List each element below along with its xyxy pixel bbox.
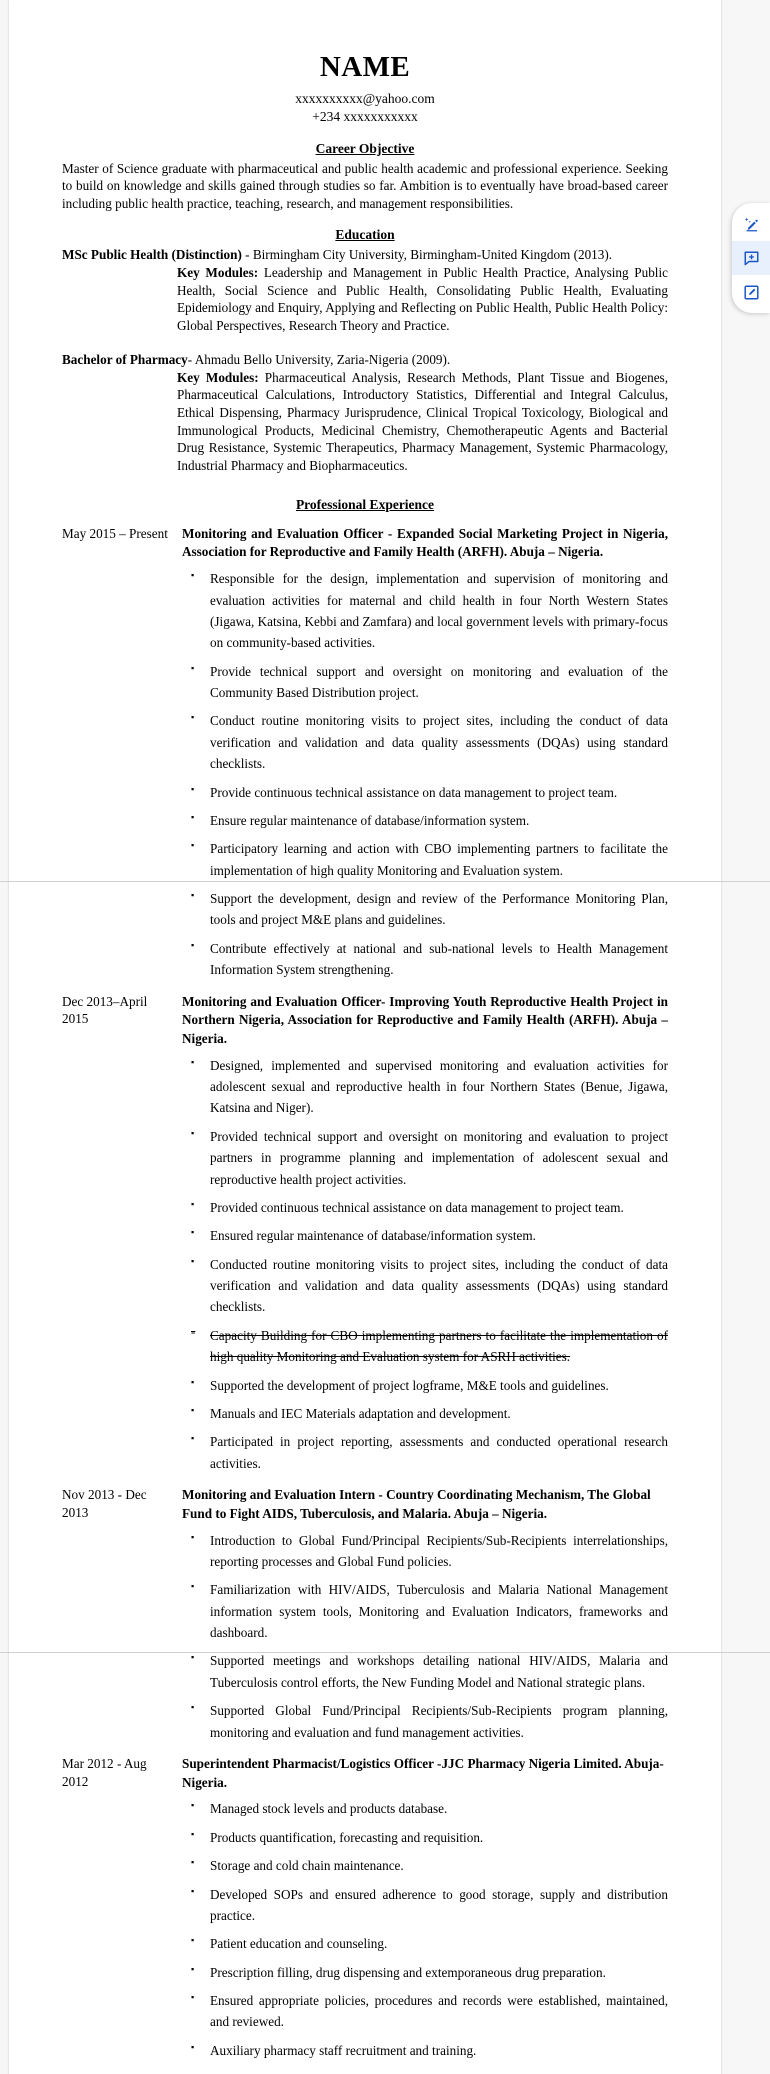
experience-date: Dec 2013–April 2015 bbox=[62, 993, 148, 1027]
education-modules bbox=[177, 369, 668, 475]
experience-duty-item: ▪ Designed, implemented and supervised monitoring and evaluation activities for adolescent sexual and reproductive health in four Northern States (Benue, Jigawa, Katsina and Niger). bbox=[182, 1055, 668, 1119]
education-modules-text: Leadership and Management in Public Health Practice, Analysing Public Health, Social Science and Public Health, Consolidating Public Health, Evaluating Epidemiology and Enquiry, Applying and Reflecting on Public Health, Public Health Policy: Global Perspectives, Research Theory and Practice. bbox=[177, 264, 668, 334]
experience-duty-item: ▪ Participatory learning and action with CBO implementing partners to facilitate the implementation of high quality Monitoring and Evaluation system. bbox=[182, 838, 668, 881]
spacer bbox=[62, 335, 668, 348]
experience-duty-item: ▪ Storage and cold chain maintenance. bbox=[182, 1855, 668, 1876]
add-comment-icon[interactable] bbox=[732, 241, 770, 275]
experience-duty-item: ▪ Manuals and IEC Materials adaptation and development. bbox=[182, 1403, 668, 1424]
experience-duty-item: ▪ Provided technical support and oversight on monitoring and evaluation to project partners in programme planning and implementation of adolescent sexual and reproductive health project activities. bbox=[182, 1126, 668, 1190]
document-page bbox=[9, 0, 721, 2074]
education-degree: Bachelor of Pharmacy bbox=[62, 351, 188, 367]
career-objective-text: Master of Science graduate with pharmaceutical and public health academic and professional experience. Seeking to build on knowledge and skills gained through studies so far. Ambition is to eventually have broad-based career including public health practice, teaching, research, and management responsibilities. bbox=[62, 160, 668, 211]
suggest-edits-icon[interactable] bbox=[732, 207, 770, 241]
education-degree: MSc Public Health (Distinction) bbox=[62, 247, 242, 263]
education-entry bbox=[62, 246, 668, 335]
experience-duty-item: ▪ Auxiliary pharmacy staff recruitment and training. bbox=[182, 2040, 668, 2061]
experience-duty-item: ▪ Developed SOPs and ensured adherence to good storage, supply and distribution practice. bbox=[182, 1884, 668, 1927]
experience-date: Mar 2012 - Aug 2012 bbox=[62, 1755, 147, 1789]
experience-duty-item: ▪ Participated in project reporting, assessments and conducted operational research activities. bbox=[182, 1431, 668, 1474]
experience-duty-item: ▪ Managed stock levels and products database. bbox=[182, 1798, 668, 1819]
experience-duty-list bbox=[62, 1055, 668, 1474]
experience-title: Superintendent Pharmacist/Logistics Officer -JJC Pharmacy Nigeria Limited. Abuja-Nigeria. bbox=[182, 1755, 664, 1790]
candidate-email: xxxxxxxxxx@yahoo.com bbox=[295, 90, 435, 106]
experience-entry bbox=[62, 525, 668, 562]
experience-duty-item: ▪ Supported the development of project logframe, M&E tools and guidelines. bbox=[182, 1375, 668, 1396]
experience-duty-item: ▪ Provide technical support and oversight on monitoring and evaluation of the Community Based Distribution project. bbox=[182, 661, 668, 704]
candidate-name: NAME bbox=[319, 51, 411, 83]
experience-duty-list bbox=[62, 1798, 668, 2061]
document-content bbox=[9, 0, 721, 2074]
education-institution: - Birmingham City University, Birmingham-United Kingdom (2013). bbox=[241, 247, 613, 263]
experience-entry bbox=[62, 993, 668, 1049]
experience-duty-item: ▪ Products quantification, forecasting and requisition. bbox=[182, 1827, 668, 1848]
education-entry bbox=[62, 351, 668, 475]
experience-entry bbox=[62, 1486, 668, 1523]
education-degree-line bbox=[62, 351, 668, 369]
experience-duty-item: ▪ Ensured appropriate policies, procedures and records were established, maintained, and reviewed. bbox=[182, 1990, 668, 2033]
experience-title: Monitoring and Evaluation Officer - Expanded Social Marketing Project in Nigeria, Association for Reproductive and Family Health (ARFH). Abuja – Nigeria. bbox=[182, 525, 668, 560]
experience-duty-item: ▪ Familiarization with HIV/AIDS, Tuberculosis and Malaria National Management information system tools, Monitoring and Evaluation Indicators, frameworks and dashboard. bbox=[182, 1579, 668, 1643]
experience-duty-list bbox=[62, 568, 668, 980]
section-heading-objective: Career Objective bbox=[315, 140, 415, 156]
education-modules bbox=[177, 264, 668, 335]
experience-title: Monitoring and Evaluation Intern - Country Coordinating Mechanism, The Global Fund to Fight AIDS, Tuberculosis, and Malaria. Abuja – Nigeria. bbox=[182, 1487, 651, 1521]
education-institution: - Ahmadu Bello University, Zaria-Nigeria (2009). bbox=[187, 351, 451, 367]
experience-duty-item: ▪ Ensured regular maintenance of database/information system. bbox=[182, 1225, 668, 1246]
experience-duty-item: ▪ Supported meetings and workshops detailing national HIV/AIDS, Malaria and Tuberculosis control efforts, the New Funding Model and National strategic plans. bbox=[182, 1650, 668, 1693]
section-heading-education: Education bbox=[335, 227, 395, 243]
floating-action-toolbar[interactable] bbox=[732, 203, 770, 313]
experience-duty-item: ▪ Prescription filling, drug dispensing and extemporaneous drug preparation. bbox=[182, 1962, 668, 1983]
experience-date: May 2015 – Present bbox=[62, 525, 168, 541]
experience-duty-item: ▪ Ensure regular maintenance of database/information system. bbox=[182, 810, 668, 831]
experience-duty-item: ▪ Conducted routine monitoring visits to project sites, including the conduct of data verification and validation and data quality assessments (DQAs) using standard checklists. bbox=[182, 1254, 668, 1318]
experience-duty-item: ▪ Conduct routine monitoring visits to project sites, including the conduct of data verification and validation and data quality assessments (DQAs) using standard checklists. bbox=[182, 710, 668, 774]
section-heading-experience: Professional Experience bbox=[295, 496, 435, 512]
candidate-phone: +234 xxxxxxxxxxx bbox=[312, 108, 418, 124]
experience-duty-item: - Capacity Building for CBO implementing partners to facilitate the implementation of high quality Monitoring and Evaluation system for ASRH activities. bbox=[182, 1325, 668, 1368]
experience-duty-item: ▪ Responsible for the design, implementation and supervision of monitoring and evaluation activities for maternal and child health in four North Western States (Jigawa, Katsina, Kebbi and Zamfara) and local government levels with primary-focus on community-based activities. bbox=[182, 568, 668, 654]
education-modules-label: Key Modules: bbox=[177, 264, 259, 280]
experience-title: Monitoring and Evaluation Officer- Improving Youth Reproductive Health Project in Northern Nigeria, Association for Reproductive and Family Health (ARFH). Abuja – Nigeria. bbox=[182, 993, 668, 1046]
experience-duty-list bbox=[62, 1530, 668, 1743]
experience-duty-item: ▪ Provide continuous technical assistance on data management to project team. bbox=[182, 782, 668, 803]
education-modules-text: Pharmaceutical Analysis, Research Methods, Plant Tissue and Biogenes, Pharmaceutical Calculations, Introductory Statistics, Differential and Integral Calculus, Ethical Dispensing, Pharmacy Jurisprudence, Clinical Tropical Toxicology, Biological and Immunological Products, Medicinal Chemistry, Chemotherapeutic Agents and Bacterial Drug Resistance, Systemic Therapeutics, Pharmacy Management, Systemic Pharmacology, Industrial Pharmacy and Biopharmaceutics. bbox=[177, 369, 668, 473]
education-modules-label: Key Modules: bbox=[177, 369, 259, 385]
experience-duty-item: ▪ Provided continuous technical assistance on data management to project team. bbox=[182, 1197, 668, 1218]
experience-entry bbox=[62, 1755, 668, 1792]
experience-duty-item: ▪ Introduction to Global Fund/Principal Recipients/Sub-Recipients interrelationships, reporting processes and Global Fund policies. bbox=[182, 1530, 668, 1573]
experience-duty-item: ▪ Supported Global Fund/Principal Recipients/Sub-Recipients program planning, monitoring and evaluation and fund management activities. bbox=[182, 1700, 668, 1743]
edit-document-icon[interactable] bbox=[732, 275, 770, 309]
experience-duty-item: ▪ Patient education and counseling. bbox=[182, 1933, 668, 1954]
experience-date: Nov 2013 - Dec 2013 bbox=[62, 1487, 147, 1520]
education-degree-line bbox=[62, 246, 668, 264]
experience-duty-item: ▪ Contribute effectively at national and sub-national levels to Health Management Information System strengthening. bbox=[182, 938, 668, 981]
experience-duty-item: ▪ Support the development, design and review of the Performance Monitoring Plan, tools and project M&E plans and guidelines. bbox=[182, 888, 668, 931]
